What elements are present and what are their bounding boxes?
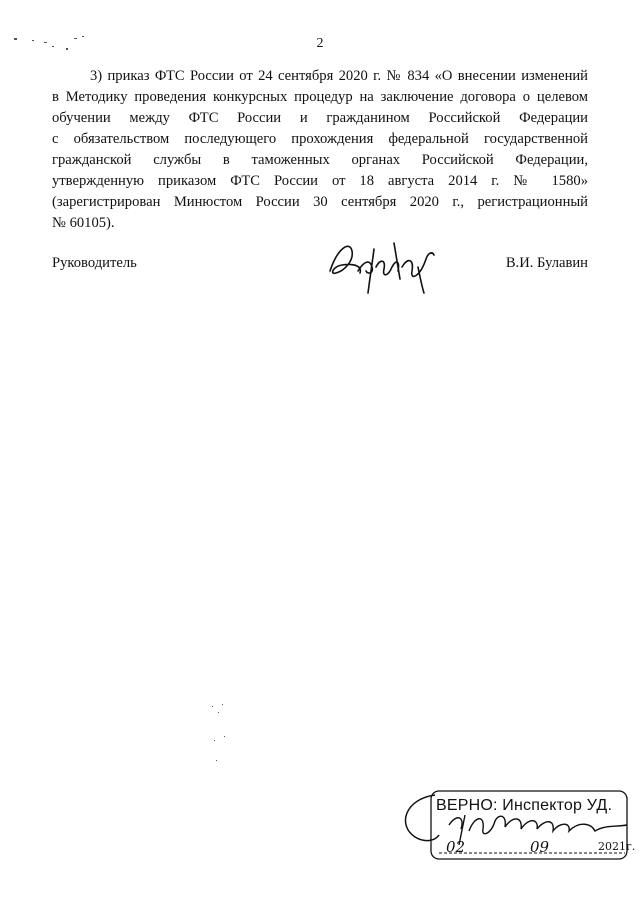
body-line: (зарегистрирован Минюстом России 30 сентября 2020 г., регистрационный — [52, 194, 588, 210]
stamp-day: 02 — [446, 838, 466, 856]
body-line: гражданской службы в таможенных органах Российской Федерации, — [52, 152, 588, 168]
body-line: с обязательством последующего прохождения федеральной государственной — [52, 131, 588, 147]
stamp-month: 09 — [530, 838, 550, 856]
body-line: № 60105). — [52, 215, 115, 231]
body-line: обучении между ФТС России и гражданином Российской Федерации — [52, 110, 588, 126]
signer-name: В.И. Булавин — [505, 255, 588, 271]
position-title: Руководитель — [52, 255, 137, 271]
body-line: в Методику проведения конкурсных процедур на заключение договора о целевом — [52, 89, 588, 105]
page-number: 2 — [316, 36, 324, 51]
body-paragraph — [52, 66, 588, 234]
handwritten-signature — [322, 237, 442, 297]
body-line: 3) приказ ФТС России от 24 сентября 2020 г. № 834 «О внесении изменений — [90, 68, 588, 84]
stamp-year: 2021г. — [598, 840, 636, 853]
stamp-text: ВЕРНО: Инспектор УД. — [436, 797, 613, 814]
body-line: утвержденную приказом ФТС России от 18 августа 2014 г. № 1580» — [52, 173, 588, 189]
